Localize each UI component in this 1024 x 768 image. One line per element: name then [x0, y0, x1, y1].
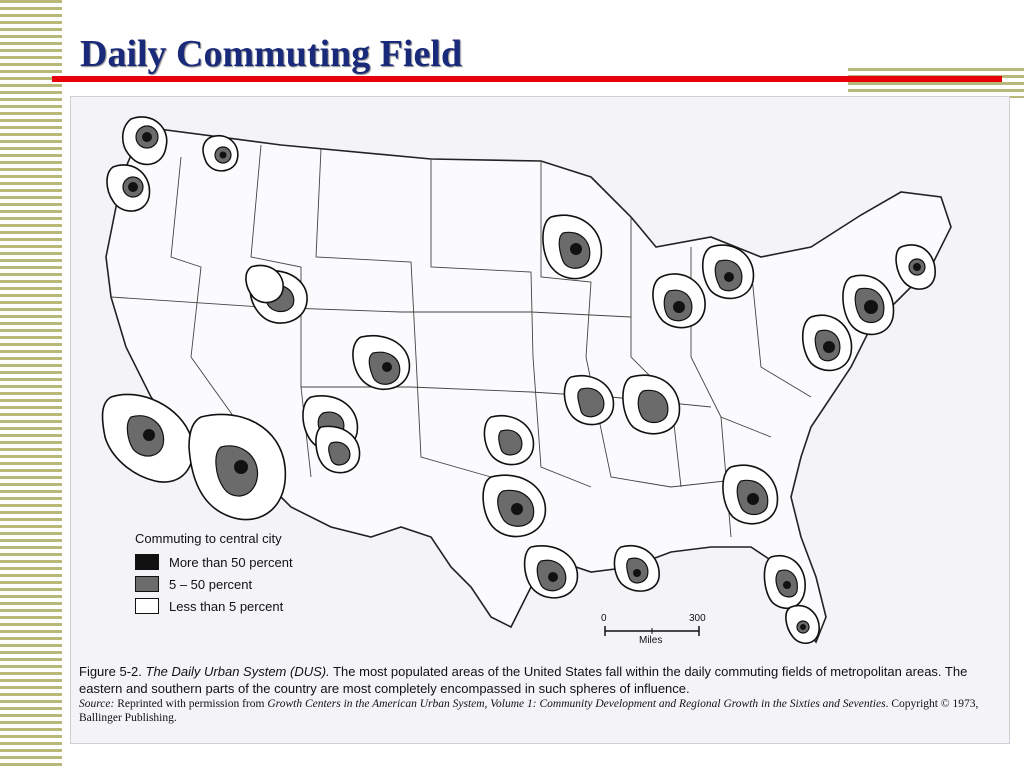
top-right-stripe-decoration — [848, 68, 1024, 98]
legend-label: 5 – 50 percent — [169, 576, 253, 592]
legend-swatch-white — [135, 598, 159, 614]
caption-text: The most populated areas of the United States fall within the daily commuting fields of metropolitan areas. The eastern and southern parts of the country are most completely encompassed in such spheres of influence. — [79, 664, 968, 696]
field-spokane — [203, 136, 238, 171]
legend-swatch-black — [135, 554, 159, 570]
source-work: Growth Centers in the American Urban System, Volume 1: Community Development and Regional Growth in the Sixties and Seventies — [267, 698, 886, 710]
legend-label: More than 50 percent — [169, 554, 293, 570]
legend-item-less-than-5 — [135, 595, 335, 617]
caption-figure-title: The Daily Urban System (DUS). — [145, 664, 330, 679]
legend-label: Less than 5 percent — [169, 598, 284, 614]
legend-swatch-gray — [135, 576, 159, 592]
legend-title: Commuting to central city — [135, 531, 282, 546]
source-prefix: Reprinted with permission from — [117, 698, 265, 710]
figure-caption — [79, 663, 979, 725]
source-copyright: . Copyright © 1973, Ballinger Publishing. — [79, 698, 979, 724]
legend-item-more-than-50 — [135, 551, 335, 573]
scale-end: 300 — [689, 613, 706, 624]
source-label: Source: — [79, 698, 115, 710]
caption-figure-number: Figure 5-2. — [79, 664, 142, 679]
commuting-map-figure — [70, 96, 1010, 744]
caption-source — [79, 697, 979, 725]
scale-unit: Miles — [639, 635, 663, 646]
left-stripe-decoration — [0, 0, 62, 768]
map-legend — [135, 531, 335, 617]
slide-title: Daily Commuting Field — [80, 33, 463, 75]
legend-item-5-to-50 — [135, 573, 335, 595]
scale-line — [603, 625, 723, 637]
caption-main — [79, 663, 979, 697]
us-commuting-map — [71, 97, 1009, 743]
scale-start: 0 — [601, 613, 607, 624]
map-scale-bar — [601, 613, 721, 649]
title-underline — [52, 76, 1002, 82]
